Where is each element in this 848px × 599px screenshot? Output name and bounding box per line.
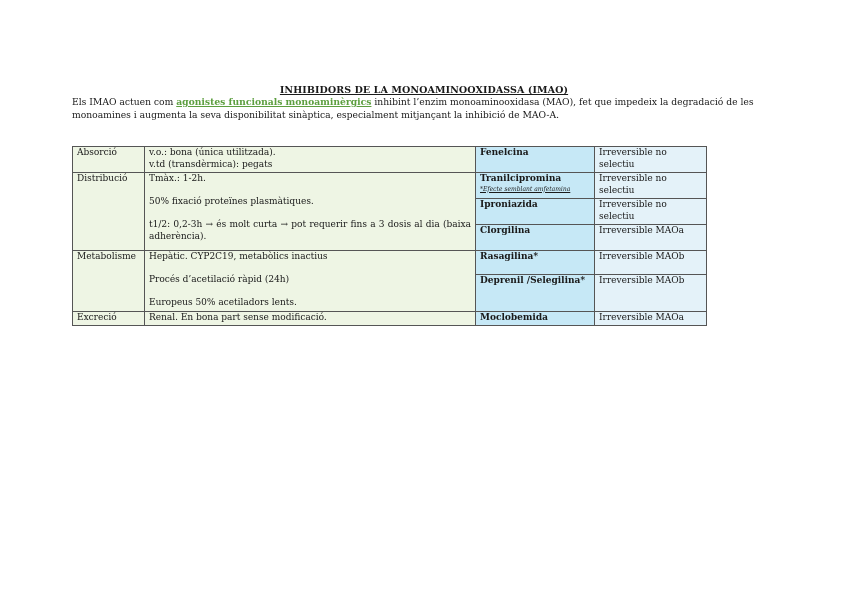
drug-name: Iproniazida (476, 199, 595, 225)
drug-name: Rasagilina* (476, 251, 595, 275)
intro-highlight-link[interactable]: agonistes funcionals monoaminèrgics (176, 97, 372, 108)
table-row (73, 173, 707, 199)
page-title: INHIBIDORS DE LA MONOAMINOOXIDASSA (IMAO) (279, 85, 569, 96)
pk-text: v.td (transdèrmica): pegats (149, 159, 273, 170)
pk-text: v.o.: bona (única utilitzada). (149, 148, 276, 158)
pk-label-distribucio: Distribució (73, 173, 145, 251)
pk-label-absorcio: Absorció (73, 147, 145, 173)
drug-class: Irreversible no selectiu (595, 147, 707, 173)
pk-text: Hepàtic. CYP2C19, metabòlics inactius (149, 252, 328, 262)
table-row (73, 147, 707, 173)
drug-class: Irreversible MAOa (595, 225, 707, 251)
drug-name: Moclobemida (476, 311, 595, 326)
drug-name (476, 173, 595, 199)
pk-text: Tmàx.: 1-2h. (149, 174, 206, 184)
drug-class: Irreversible no selectiu (595, 199, 707, 225)
intro-text-end: inhibint l’enzim monoaminooxidasa (MAO), fet que impedeix la degradació de les monoamines i augmenta la seva disponibilitat sinàptica, especialment mitjançant la inhibició de MAO-A. (72, 97, 754, 121)
pk-label-metabolisme: Metabolisme (73, 251, 145, 312)
intro-text-start: Els IMAO actuen com (72, 97, 177, 108)
intro-paragraph (72, 97, 772, 122)
pk-value-absorcio (145, 147, 476, 173)
pk-value-excrecio: Renal. En bona part sense modificació. (145, 311, 476, 326)
imao-table (72, 146, 707, 326)
pk-text: t1/2: 0,2-3h → és molt curta → pot requerir fins a 3 dosis al dia (baixa adherència). (149, 220, 471, 242)
pk-text: Procés d’acetilació ràpid (24h) (149, 275, 290, 285)
drug-note: *Efecte semblant amfetamina (480, 185, 571, 193)
drug-class: Irreversible MAOb (595, 251, 707, 275)
table-row (73, 311, 707, 326)
drug-class: Irreversible no selectiu (595, 173, 707, 199)
pk-text: Europeus 50% acetiladors lents. (149, 298, 297, 308)
drug-class: Irreversible MAOa (595, 311, 707, 326)
drug-name: Deprenil /Selegilina* (476, 275, 595, 312)
pk-value-metabolisme (145, 251, 476, 312)
drug-name-text: Tranilcipromina (480, 174, 562, 184)
pk-value-distribucio (145, 173, 476, 251)
drug-name: Clorgilina (476, 225, 595, 251)
drug-class: Irreversible MAOb (595, 275, 707, 312)
pk-text: 50% fixació proteïnes plasmàtiques. (149, 197, 314, 207)
table-row (73, 251, 707, 275)
pk-label-excrecio: Excreció (73, 311, 145, 326)
drug-name: Fenelcina (476, 147, 595, 173)
